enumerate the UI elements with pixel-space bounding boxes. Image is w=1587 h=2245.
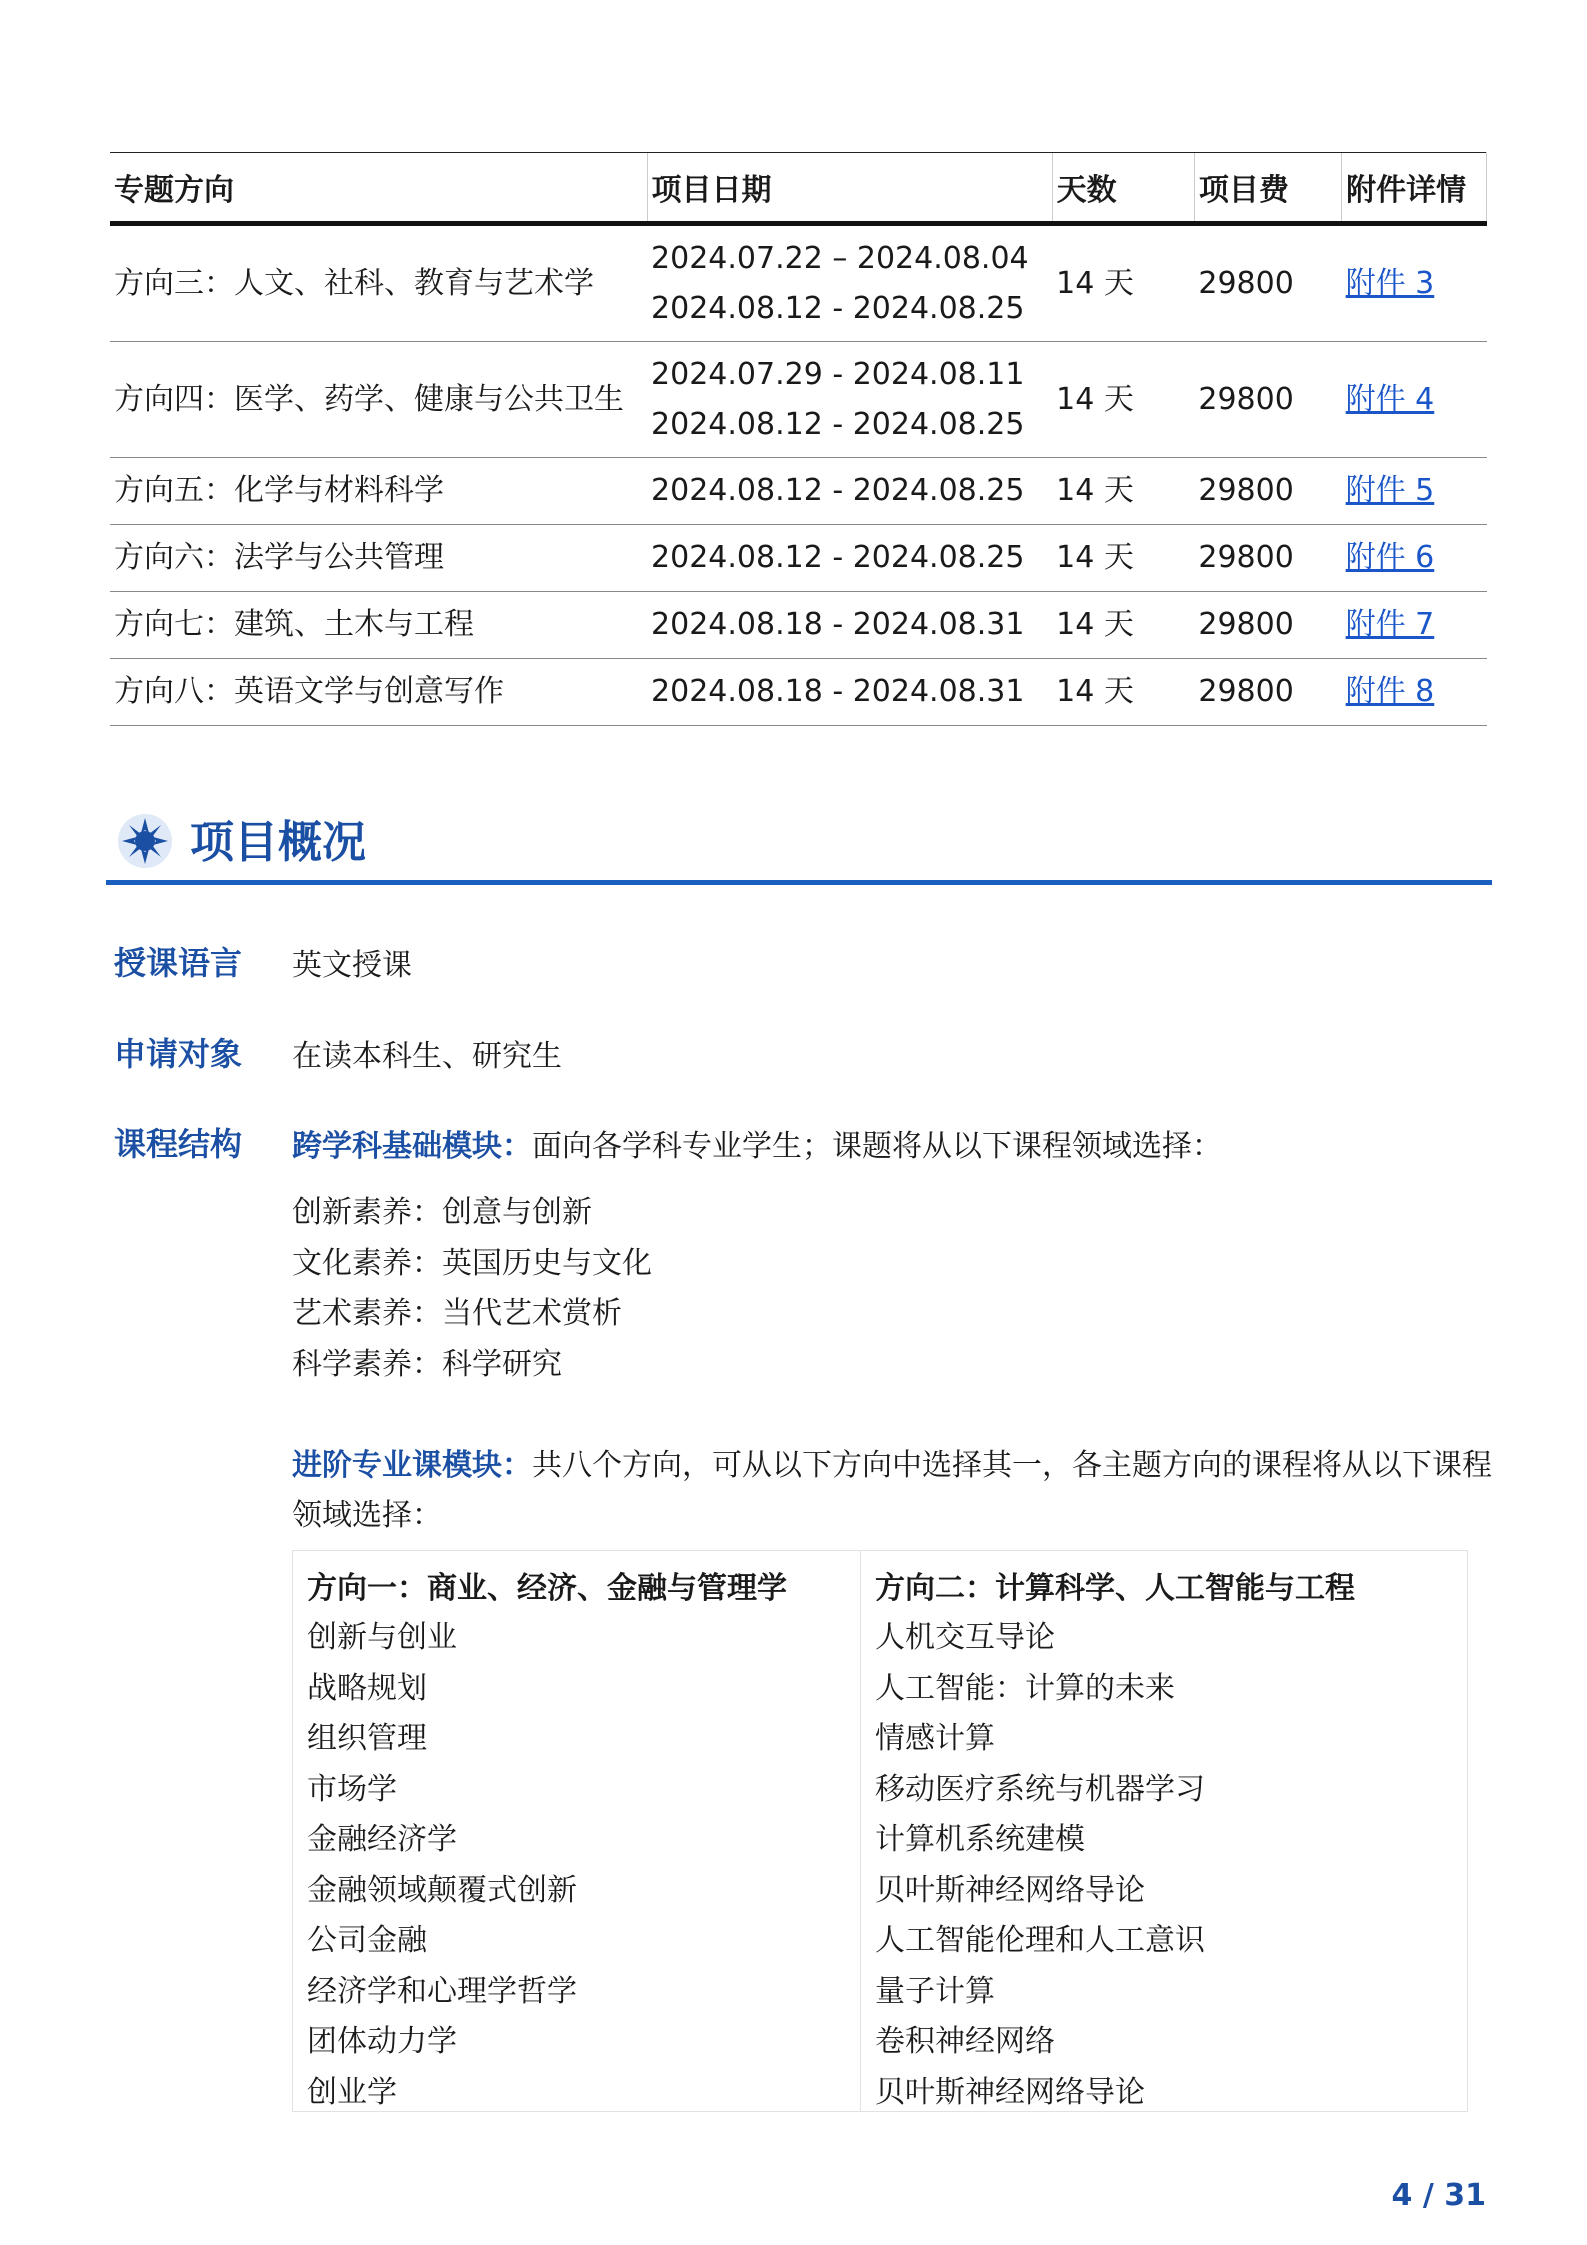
- date-range: 2024.07.29 - 2024.08.11: [651, 356, 1025, 392]
- list-item: 公司金融: [307, 1923, 427, 1958]
- list-item: 量子计算: [875, 1973, 995, 2009]
- attachment-link[interactable]: 附件 7: [1345, 607, 1435, 642]
- attachment-link[interactable]: 附件 3: [1345, 265, 1435, 301]
- list-item: 战略规划: [307, 1670, 427, 1706]
- days-cell: 14 天: [1052, 458, 1194, 525]
- audience-label: 申请对象: [114, 1035, 243, 1073]
- structure-label: 课程结构: [114, 1125, 243, 1163]
- attachment-cell: [1342, 458, 1487, 525]
- section-heading: [106, 800, 1492, 885]
- table-header-row: [110, 153, 1487, 224]
- list-item: 移动医疗系统与机器学习: [875, 1771, 1205, 1807]
- attachment-cell: [1342, 592, 1487, 659]
- advanced-module-desc: 共八个方向，可从以下方向中选择其一，各主题方向的课程将从以下课程: [532, 1448, 1492, 1483]
- basic-item: 创新素养：创意与创新: [292, 1195, 592, 1230]
- list-item: 创业学: [307, 2074, 397, 2110]
- header-dates: 项目日期: [647, 153, 1052, 224]
- advanced-module-line: [292, 1440, 1492, 1484]
- list-item: 卷积神经网络: [875, 2024, 1055, 2059]
- days-cell: 14 天: [1052, 525, 1194, 592]
- fee-cell: 29800: [1194, 224, 1341, 342]
- advanced-module-title: 进阶专业课模块：: [292, 1448, 532, 1483]
- basic-item: 艺术素养：当代艺术赏析: [292, 1296, 622, 1331]
- list-item: 创新与创业: [307, 1620, 457, 1655]
- direction-cell: 方向六：法学与公共管理: [110, 525, 647, 592]
- date-range: 2024.08.12 - 2024.08.25: [651, 290, 1025, 326]
- dates-cell: 2024.08.12 - 2024.08.25: [647, 525, 1052, 592]
- header-days: 天数: [1052, 153, 1194, 224]
- list-item: 贝叶斯神经网络导论: [875, 2074, 1145, 2110]
- attachment-cell: [1342, 659, 1487, 726]
- dates-cell: [647, 342, 1052, 458]
- list-item: 市场学: [307, 1771, 397, 1807]
- list-item: 组织管理: [307, 1721, 427, 1756]
- header-direction: 专题方向: [110, 153, 647, 224]
- audience-value: 在读本科生、研究生: [292, 1039, 562, 1074]
- list-item: 经济学和心理学哲学: [307, 1973, 577, 2009]
- table-row: [110, 458, 1487, 525]
- table-row: [110, 525, 1487, 592]
- language-value: 英文授课: [292, 948, 412, 983]
- section-title: 项目概况: [190, 817, 366, 868]
- basic-module-desc: 面向各学科专业学生；课题将从以下课程领域选择：: [532, 1129, 1222, 1164]
- basic-item: 科学素养：科学研究: [292, 1347, 562, 1382]
- course-table: [292, 1550, 1468, 2112]
- list-item: 金融领域颠覆式创新: [307, 1872, 577, 1908]
- table-row: [110, 224, 1487, 342]
- course-column-right: [861, 1551, 1466, 2111]
- sun-badge-icon: [116, 812, 174, 870]
- days-cell: 14 天: [1052, 342, 1194, 458]
- attachment-link[interactable]: 附件 5: [1345, 473, 1435, 508]
- course-list: [875, 1613, 1205, 2118]
- fee-cell: 29800: [1194, 525, 1341, 592]
- attachment-cell: [1342, 525, 1487, 592]
- fee-cell: 29800: [1194, 458, 1341, 525]
- basic-item: 文化素养：英国历史与文化: [292, 1246, 652, 1281]
- table-row: [110, 342, 1487, 458]
- direction-cell: 方向五：化学与材料科学: [110, 458, 647, 525]
- attachment-link[interactable]: 附件 6: [1345, 540, 1435, 575]
- page-number: 4 / 31: [1391, 2178, 1486, 2213]
- fee-cell: 29800: [1194, 342, 1341, 458]
- list-item: 情感计算: [875, 1721, 995, 1756]
- course-column-left: [293, 1551, 861, 2111]
- direction-cell: 方向三：人文、社科、教育与艺术学: [110, 224, 647, 342]
- days-cell: 14 天: [1052, 224, 1194, 342]
- list-item: 人工智能伦理和人工意识: [875, 1923, 1205, 1958]
- days-cell: 14 天: [1052, 592, 1194, 659]
- table-row: [110, 659, 1487, 726]
- attachment-cell: [1342, 224, 1487, 342]
- date-range: 2024.08.12 - 2024.08.25: [651, 406, 1025, 442]
- dates-cell: [647, 224, 1052, 342]
- basic-module-line: [292, 1121, 1222, 1165]
- list-item: 金融经济学: [307, 1822, 457, 1857]
- course-column-title: 方向二：计算科学、人工智能与工程: [875, 1571, 1355, 1606]
- attachment-link[interactable]: 附件 4: [1345, 381, 1435, 417]
- direction-cell: 方向八：英语文学与创意写作: [110, 659, 647, 726]
- header-attachment: 附件详情: [1342, 153, 1487, 224]
- direction-cell: 方向七：建筑、土木与工程: [110, 592, 647, 659]
- dates-cell: 2024.08.18 - 2024.08.31: [647, 659, 1052, 726]
- attachment-cell: [1342, 342, 1487, 458]
- fee-cell: 29800: [1194, 592, 1341, 659]
- fee-cell: 29800: [1194, 659, 1341, 726]
- days-cell: 14 天: [1052, 659, 1194, 726]
- header-fee: 项目费: [1194, 153, 1341, 224]
- advanced-module-desc-cont: 领域选择：: [292, 1498, 442, 1533]
- course-list: [307, 1613, 577, 2118]
- list-item: 人工智能：计算的未来: [875, 1670, 1175, 1706]
- basic-module-title: 跨学科基础模块：: [292, 1129, 532, 1164]
- list-item: 团体动力学: [307, 2024, 457, 2059]
- list-item: 人机交互导论: [875, 1620, 1055, 1655]
- attachment-link[interactable]: 附件 8: [1345, 674, 1435, 709]
- language-label: 授课语言: [114, 944, 243, 982]
- table-row: [110, 592, 1487, 659]
- list-item: 贝叶斯神经网络导论: [875, 1872, 1145, 1908]
- direction-cell: 方向四：医学、药学、健康与公共卫生: [110, 342, 647, 458]
- dates-cell: 2024.08.18 - 2024.08.31: [647, 592, 1052, 659]
- dates-cell: 2024.08.12 - 2024.08.25: [647, 458, 1052, 525]
- program-schedule-table: [110, 152, 1487, 726]
- date-range: 2024.07.22 – 2024.08.04: [651, 240, 1029, 276]
- list-item: 计算机系统建模: [875, 1822, 1085, 1857]
- course-column-title: 方向一：商业、经济、金融与管理学: [307, 1571, 787, 1606]
